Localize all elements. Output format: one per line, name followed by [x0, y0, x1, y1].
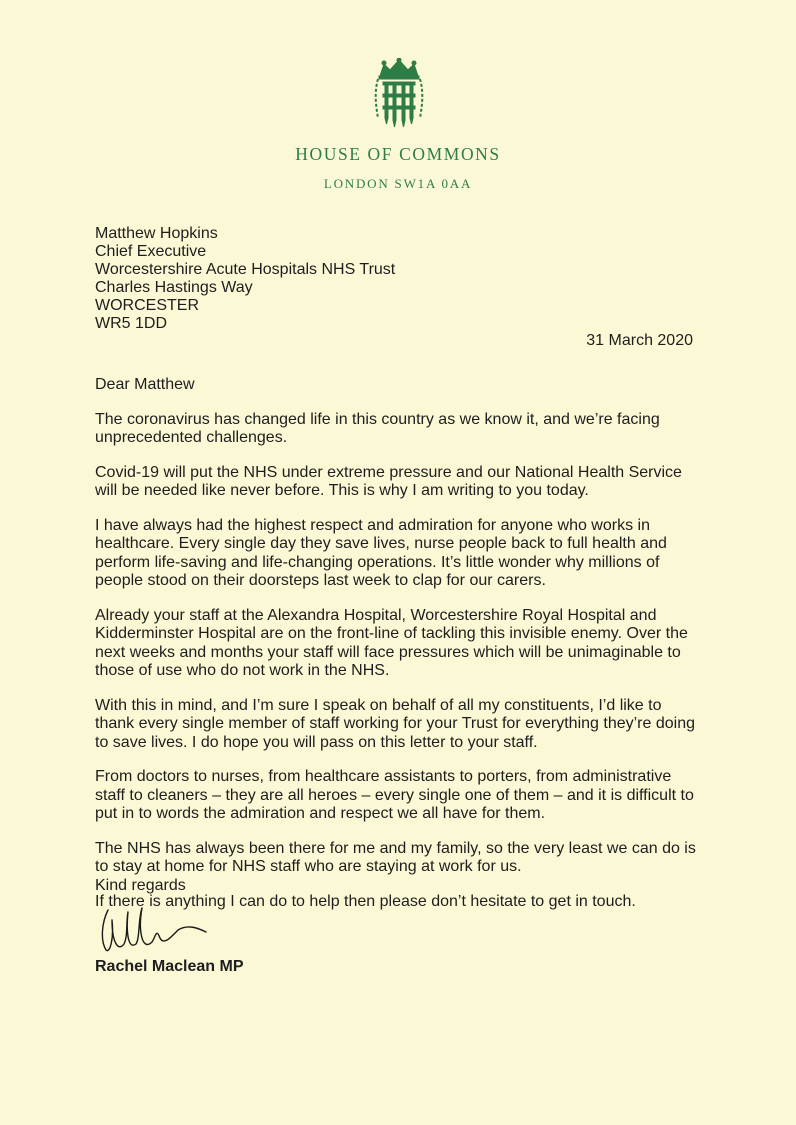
paragraph-line: Covid-19 will put the NHS under extreme pressure and our National Health Service	[95, 463, 682, 481]
paragraph	[95, 768, 715, 824]
paragraph-line: will be needed like never before. This is why I am writing to you today.	[95, 482, 589, 499]
paragraph-line: healthcare. Every single day they save lives, nurse people back to full health and	[95, 535, 667, 552]
recipient-title: Chief Executive	[95, 243, 207, 260]
institution-name: HOUSE OF COMMONS	[295, 144, 501, 164]
closing: Kind regards	[95, 877, 186, 894]
paragraph-line: unprecedented challenges.	[95, 429, 288, 446]
signature-icon	[98, 898, 210, 958]
paragraph-line: If there is anything I can do to help then please don’t hesitate to get in touch.	[95, 892, 636, 910]
paragraph-line: The NHS has always been there for me and my family, so the very least we can do is	[95, 839, 696, 857]
paragraph-line: staff to cleaners – they are all heroes – every single one of them – and it is difficult to	[95, 786, 694, 804]
paragraph	[95, 411, 715, 448]
paragraph-line: next weeks and months your staff will face pressures which will be unimaginable to	[95, 643, 681, 661]
salutation: Dear Matthew	[95, 376, 195, 393]
paragraph	[95, 697, 715, 753]
paragraph-line: The coronavirus has changed life in this country as we know it, and we’re facing	[95, 410, 660, 428]
letter-date: 31 March 2020	[586, 332, 693, 349]
paragraph-line: I have always had the highest respect and admiration for anyone who works in	[95, 516, 650, 534]
paragraph	[95, 840, 715, 877]
recipient-address	[95, 225, 395, 333]
institution-address: LONDON SW1A 0AA	[323, 176, 473, 191]
paragraph-line: With this in mind, and I’m sure I speak on behalf of all my constituents, I’d like to	[95, 696, 662, 714]
signer-name: Rachel Maclean MP	[95, 958, 244, 975]
recipient-city: WORCESTER	[95, 297, 199, 314]
letter-body	[95, 376, 715, 927]
paragraph-line: From doctors to nurses, from healthcare assistants to porters, from administrative	[95, 768, 672, 785]
paragraph	[95, 517, 715, 591]
recipient-postcode: WR5 1DD	[95, 315, 168, 332]
paragraph	[95, 607, 715, 681]
paragraph-line: Already your staff at the Alexandra Hospital, Worcestershire Royal Hospital and	[95, 606, 657, 624]
paragraph-line: Kidderminster Hospital are on the front-line of tackling this invisible enemy. Over the	[95, 625, 688, 642]
paragraph-line: to stay at home for NHS staff who are staying at work for us.	[95, 858, 522, 875]
paragraph-line: people stood on their doorsteps last week to clap for our carers.	[95, 572, 546, 589]
recipient-organisation: Worcestershire Acute Hospitals NHS Trust	[95, 261, 396, 278]
paragraph-line: put in to words the admiration and respect we all have for them.	[95, 805, 546, 822]
paragraph-line: perform life-saving and life-changing operations. It’s little wonder why millions of	[95, 553, 660, 571]
recipient-street: Charles Hastings Way	[95, 279, 253, 296]
paragraph-line: thank every single member of staff working for your Trust for everything they’re doing	[95, 715, 695, 732]
paragraph-line: to save lives. I do hope you will pass on this letter to your staff.	[95, 733, 538, 751]
portcullis-icon	[374, 58, 424, 130]
paragraph-line: those of use who do not work in the NHS.	[95, 662, 390, 679]
paragraph	[95, 464, 715, 501]
recipient-name: Matthew Hopkins	[95, 225, 218, 242]
